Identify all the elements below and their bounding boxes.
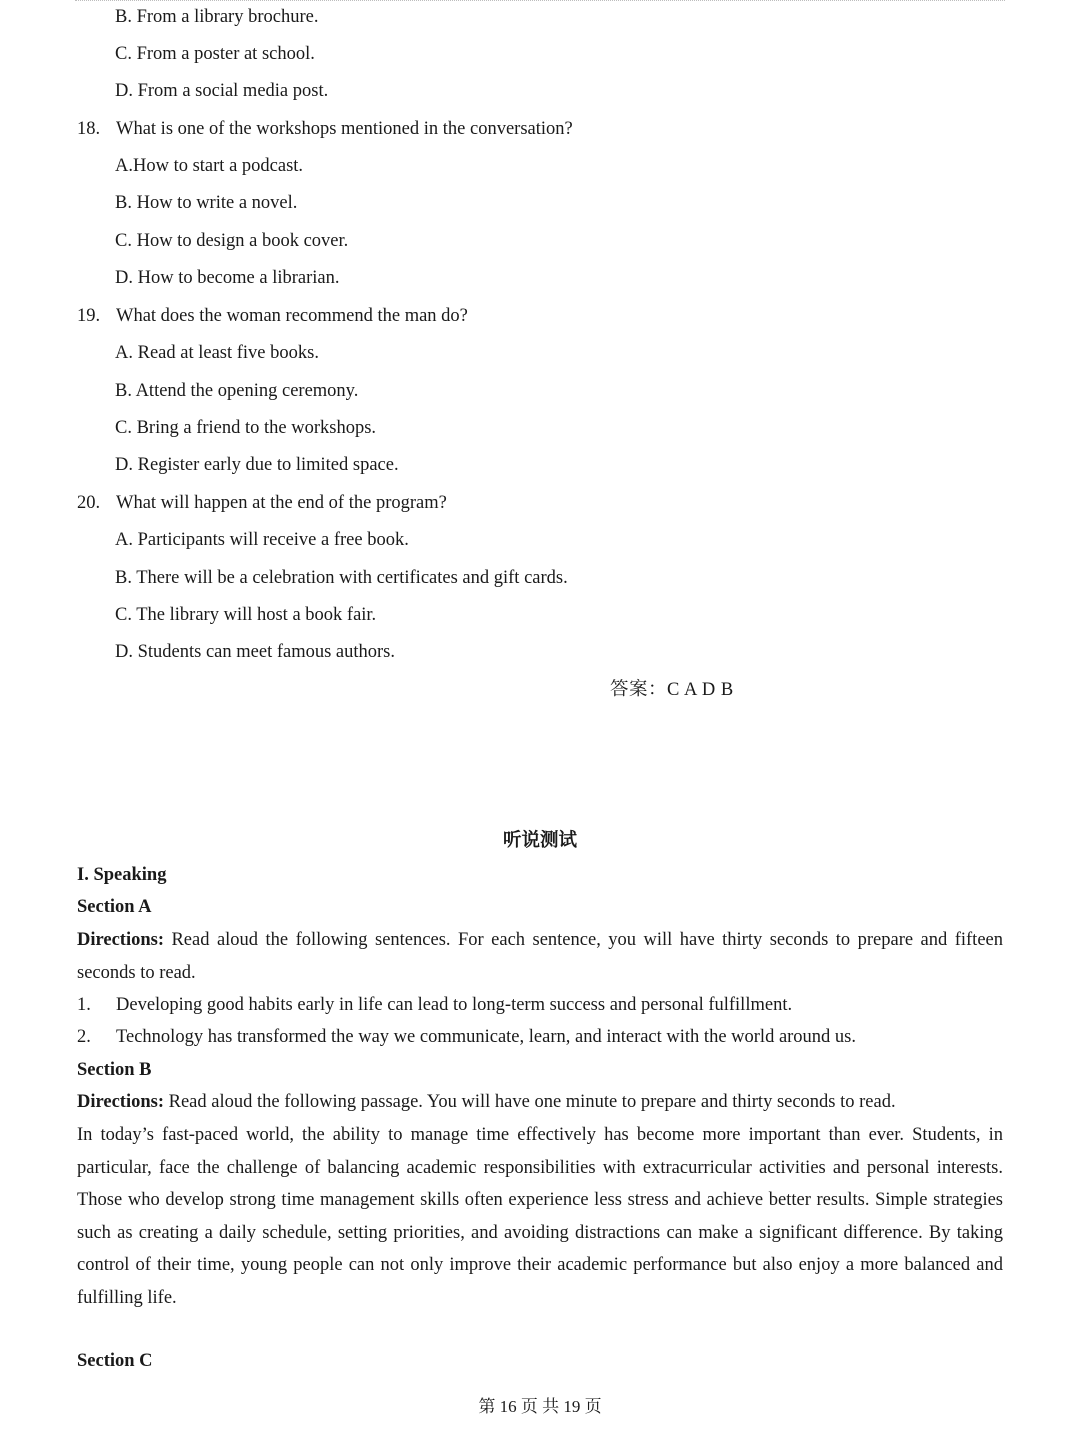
top-divider	[75, 0, 1005, 3]
section-b-directions-label: Directions:	[77, 1092, 164, 1112]
q17-option-d: D. From a social media post.	[115, 81, 329, 101]
section-b-directions-text: Read aloud the following passage. You will have one minute to prepare and thirty seconds to read.	[164, 1092, 896, 1112]
q18-text: What is one of the workshops mentioned in the conversation?	[116, 119, 573, 139]
q20-option-c: C. The library will host a book fair.	[115, 605, 377, 625]
q18-option-a: A.How to start a podcast.	[115, 156, 304, 176]
q19-option-a: A. Read at least five books.	[115, 343, 319, 363]
section-a-directions	[77, 924, 1003, 989]
q20-option-b: B. There will be a celebration with certificates and gift cards.	[115, 568, 568, 588]
sentence-item	[77, 1025, 856, 1049]
test-title: 听说测试	[502, 831, 577, 851]
answer-key: 答案：C A D B	[610, 680, 734, 700]
section-c-heading: Section C	[77, 1351, 153, 1371]
q20-text: What will happen at the end of the program?	[116, 493, 447, 513]
q18-option-b: B. How to write a novel.	[115, 193, 298, 213]
q19-number: 19.	[77, 306, 101, 326]
sentence-text: Technology has transformed the way we communicate, learn, and interact with the world around us.	[116, 1027, 857, 1047]
section-b-directions	[77, 1090, 896, 1114]
section-a-heading: Section A	[77, 897, 152, 917]
q19-option-c: C. Bring a friend to the workshops.	[115, 418, 377, 438]
q18-question	[77, 117, 573, 141]
q20-option-d: D. Students can meet famous authors.	[115, 642, 396, 662]
q18-option-c: C. How to design a book cover.	[115, 231, 349, 251]
sentence-number: 2.	[77, 1027, 91, 1047]
q19-question	[77, 304, 468, 328]
sentence-item	[77, 993, 792, 1017]
q17-option-b: B. From a library brochure.	[115, 7, 319, 27]
speaking-heading: I. Speaking	[77, 865, 167, 885]
page-footer: 第 16 页 共 19 页	[478, 1397, 602, 1416]
q19-option-d: D. Register early due to limited space.	[115, 455, 399, 475]
q18-number: 18.	[77, 119, 101, 139]
q20-option-a: A. Participants will receive a free book.	[115, 530, 409, 550]
q20-number: 20.	[77, 493, 101, 513]
q17-option-c: C. From a poster at school.	[115, 44, 315, 64]
q19-text: What does the woman recommend the man do?	[116, 306, 468, 326]
sentence-number: 1.	[77, 995, 91, 1015]
sentence-text: Developing good habits early in life can lead to long-term success and personal fulfillment.	[116, 995, 793, 1015]
q19-option-b: B. Attend the opening ceremony.	[115, 381, 359, 401]
section-b-heading: Section B	[77, 1060, 152, 1080]
q18-option-d: D. How to become a librarian.	[115, 268, 340, 288]
section-a-directions-label: Directions:	[77, 930, 164, 950]
section-a-directions-text: Read aloud the following sentences. For each sentence, you will have thirty seconds to prepare and fifteen seconds to read.	[77, 930, 1003, 983]
section-b-passage: In today’s fast-paced world, the ability to manage time effectively has become more important than ever. Students, in particular, face the challenge of balancing academic responsibilities with extracurricular activities and personal interests. Those who develop strong time management skills often experience less stress and achieve better results. Simple strategies such as creating a daily schedule, setting priorities, and avoiding distractions can make a significant difference. By taking control of their time, young people can not only improve their academic performance but also enjoy a more balanced and fulfilling life.	[77, 1125, 1003, 1308]
q20-question	[77, 491, 447, 515]
